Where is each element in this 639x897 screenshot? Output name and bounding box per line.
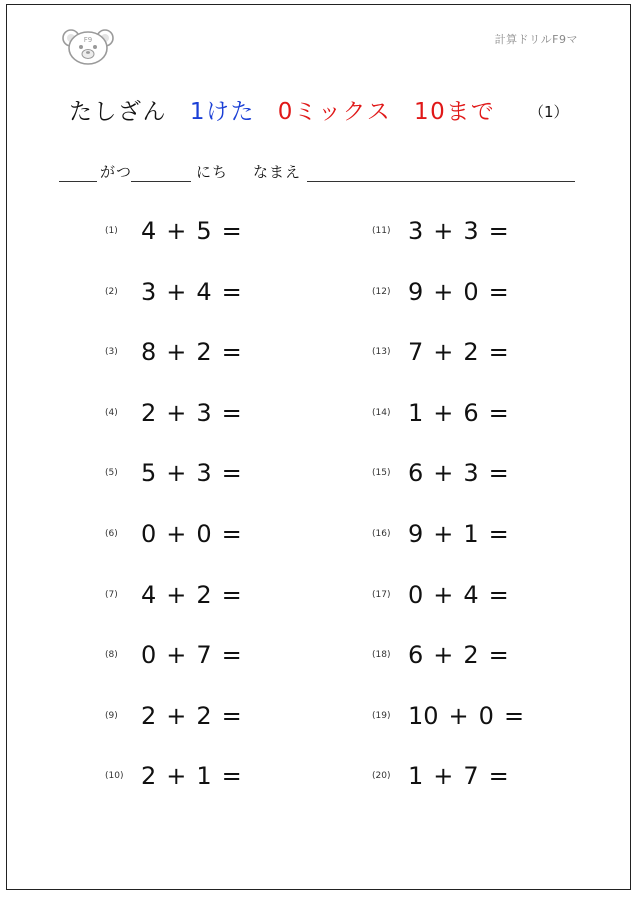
problem-expression [141, 217, 252, 245]
plus-sign: + [166, 580, 187, 609]
problem-number: (14) [372, 407, 391, 418]
equals-sign: = [221, 277, 242, 306]
addend-b: 7 [463, 762, 479, 791]
problem-expression [141, 338, 252, 366]
equals-sign: = [221, 580, 242, 609]
equals-sign: = [503, 701, 525, 730]
plus-sign: + [166, 762, 187, 791]
addend-b: 2 [196, 701, 212, 730]
problem-expression [408, 641, 519, 669]
problem-item [105, 216, 252, 246]
equals-sign: = [221, 701, 242, 730]
day-blank[interactable] [131, 181, 191, 182]
equals-sign: = [488, 398, 509, 427]
equals-sign: = [221, 762, 242, 791]
problem-expression [141, 399, 252, 427]
problem-number: (17) [372, 589, 391, 600]
problem-item [372, 519, 519, 549]
problem-item [105, 519, 252, 549]
problem-item [105, 580, 252, 610]
addend-b: 0 [463, 277, 479, 306]
plus-sign: + [166, 459, 187, 488]
problem-number: (11) [372, 226, 391, 236]
addend-b: 3 [463, 217, 479, 245]
addend-a: 7 [408, 338, 424, 367]
problem-number: (6) [105, 529, 118, 539]
problem-number: (7) [105, 589, 118, 600]
problem-item [105, 701, 252, 731]
problem-number: (1) [105, 226, 118, 236]
problem-expression [408, 459, 519, 487]
addend-b: 2 [463, 641, 479, 670]
title-mix: 0ミックス [277, 99, 392, 125]
plus-sign: + [433, 217, 454, 245]
problem-item [105, 640, 252, 670]
equals-sign: = [221, 459, 242, 488]
addend-b: 2 [196, 338, 212, 367]
plus-sign: + [433, 762, 454, 791]
addend-a: 2 [141, 762, 157, 791]
brand-label: 計算ドリルF9マ [494, 33, 578, 46]
problem-number: (3) [105, 347, 118, 358]
problem-expression [141, 520, 252, 548]
addend-b: 3 [463, 459, 479, 488]
problem-expression [141, 278, 252, 306]
problem-item [105, 398, 252, 428]
plus-sign: + [448, 701, 469, 730]
equals-sign: = [488, 338, 509, 367]
addend-a: 4 [141, 580, 157, 609]
problem-item [372, 398, 519, 428]
problem-expression [141, 459, 252, 487]
plus-sign: + [166, 701, 187, 730]
addend-a: 9 [408, 520, 424, 548]
equals-sign: = [221, 338, 242, 367]
plus-sign: + [433, 277, 454, 306]
equals-sign: = [221, 398, 242, 427]
equals-sign: = [221, 520, 242, 548]
addend-b: 7 [196, 641, 212, 670]
problem-expression [141, 702, 252, 730]
addend-a: 4 [141, 217, 157, 245]
problem-item [372, 640, 519, 670]
problem-item [105, 761, 252, 791]
problem-number: (4) [105, 407, 118, 418]
addend-a: 0 [141, 520, 157, 548]
addend-b: 1 [196, 762, 212, 791]
problem-item [372, 761, 519, 791]
problem-number: (16) [372, 529, 391, 539]
problem-expression [408, 338, 519, 366]
addend-b: 6 [463, 398, 479, 427]
plus-sign: + [166, 217, 187, 245]
worksheet-title [69, 93, 509, 126]
addend-b: 4 [196, 277, 212, 306]
problem-number: (8) [105, 650, 118, 661]
plus-sign: + [433, 459, 454, 488]
addend-b: 1 [463, 520, 479, 548]
addend-b: 4 [463, 580, 479, 609]
addend-a: 0 [408, 580, 424, 609]
problem-item [372, 277, 519, 307]
addend-a: 5 [141, 459, 157, 488]
plus-sign: + [433, 580, 454, 609]
problem-item [372, 580, 519, 610]
bear-face-icon [61, 27, 115, 67]
addend-b: 3 [196, 398, 212, 427]
addend-a: 1 [408, 762, 424, 791]
problem-number: (9) [105, 710, 118, 721]
problem-item [105, 458, 252, 488]
problem-expression [408, 217, 519, 245]
plus-sign: + [433, 641, 454, 670]
equals-sign: = [221, 217, 242, 245]
plus-sign: + [433, 520, 454, 548]
plus-sign: + [166, 520, 187, 548]
title-range: 10まで [414, 99, 496, 125]
addend-a: 1 [408, 398, 424, 427]
equals-sign: = [488, 520, 509, 548]
plus-sign: + [433, 338, 454, 367]
problem-item [372, 458, 519, 488]
equals-sign: = [488, 277, 509, 306]
problem-number: (15) [372, 468, 391, 479]
problem-item [372, 337, 519, 367]
name-label: なまえ [253, 163, 302, 181]
equals-sign: = [488, 641, 509, 670]
problem-number: (18) [372, 650, 391, 661]
problem-expression [408, 702, 534, 730]
addend-b: 5 [196, 217, 212, 245]
title-digits: 1けた [189, 99, 255, 125]
problem-expression [141, 581, 252, 609]
logo-text: F9 [83, 36, 93, 44]
month-label: がつ [100, 163, 133, 181]
problem-number: (20) [372, 771, 391, 782]
problem-item [105, 277, 252, 307]
problem-number: (2) [105, 286, 118, 297]
addend-b: 2 [463, 338, 479, 367]
addend-a: 0 [141, 641, 157, 670]
problem-expression [408, 278, 519, 306]
problem-number: (13) [372, 347, 391, 358]
day-label: にち [196, 163, 229, 181]
addend-a: 3 [408, 217, 424, 245]
problem-item [372, 701, 534, 731]
problem-number: (12) [372, 286, 391, 297]
problem-item [105, 337, 252, 367]
addend-a: 3 [141, 277, 157, 306]
addend-a: 8 [141, 338, 157, 367]
addend-b: 2 [196, 580, 212, 609]
plus-sign: + [166, 641, 187, 670]
problem-expression [408, 399, 519, 427]
addend-b: 0 [196, 520, 212, 548]
plus-sign: + [166, 398, 187, 427]
addend-a: 10 [408, 701, 439, 730]
problem-number: (5) [105, 468, 118, 479]
sheet-number: （1） [529, 103, 569, 121]
name-blank[interactable] [307, 181, 575, 182]
problem-expression [408, 762, 519, 790]
addend-b: 3 [196, 459, 212, 488]
equals-sign: = [221, 641, 242, 670]
addend-a: 2 [141, 701, 157, 730]
problem-expression [141, 762, 252, 790]
addend-a: 6 [408, 641, 424, 670]
addend-a: 9 [408, 277, 424, 306]
equals-sign: = [488, 217, 509, 245]
problem-expression [408, 520, 519, 548]
problem-number: (10) [105, 771, 124, 782]
equals-sign: = [488, 762, 509, 791]
plus-sign: + [433, 398, 454, 427]
plus-sign: + [166, 338, 187, 367]
title-subject: たしざん [69, 99, 167, 125]
equals-sign: = [488, 580, 509, 609]
worksheet-page [6, 4, 631, 890]
addend-a: 2 [141, 398, 157, 427]
problem-expression [141, 641, 252, 669]
month-blank[interactable] [59, 181, 97, 182]
plus-sign: + [166, 277, 187, 306]
equals-sign: = [488, 459, 509, 488]
addend-a: 6 [408, 459, 424, 488]
problem-expression [408, 581, 519, 609]
problem-number: (19) [372, 710, 391, 721]
addend-b: 0 [478, 701, 494, 730]
problem-item [372, 216, 519, 246]
